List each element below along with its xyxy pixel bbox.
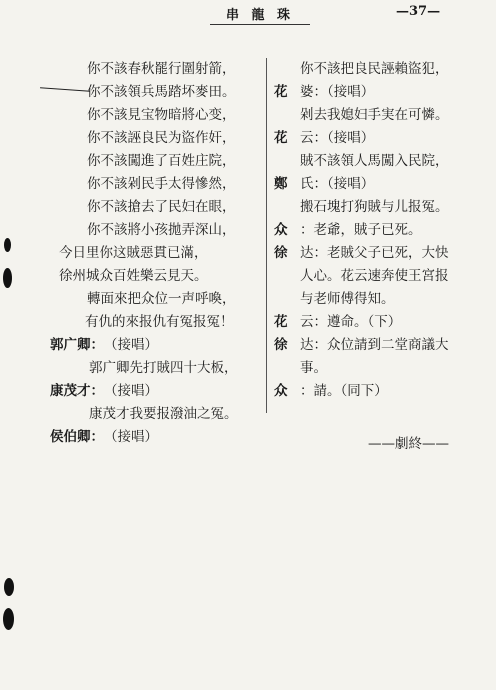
line-text: 徐州城众百姓樂云見天。 xyxy=(59,268,208,284)
line-text: 达：众位請到二堂商議大 xyxy=(300,337,449,353)
script-line xyxy=(274,150,484,173)
script-line xyxy=(55,403,267,426)
script-line xyxy=(55,81,267,104)
line-text: （接唱） xyxy=(104,383,158,399)
speaker-label: 郭广卿： xyxy=(50,337,104,353)
script-line xyxy=(55,127,267,150)
script-line xyxy=(274,242,484,265)
script-line xyxy=(274,311,484,334)
script-line xyxy=(274,357,484,380)
script-line xyxy=(50,426,267,449)
running-title: 串 龍 珠 xyxy=(225,8,295,23)
line-text: 云：（接唱） xyxy=(300,130,375,146)
line-text: 人心。花云速奔使王宮报 xyxy=(300,268,449,284)
speaker-label: 众 xyxy=(274,222,288,238)
speaker-label: 花 xyxy=(274,84,288,100)
script-line xyxy=(55,219,267,242)
script-line xyxy=(274,58,484,81)
line-text: 你不該誣良民为盜作奸， xyxy=(87,130,236,146)
script-line xyxy=(55,196,267,219)
line-text: 婆：（接唱） xyxy=(300,84,375,100)
line-text: ：請。（同下） xyxy=(300,383,388,399)
line-text: ：老爺，賊子已死。 xyxy=(300,222,422,238)
speaker-label: 鄭 xyxy=(274,176,288,192)
line-text: （接唱） xyxy=(104,337,158,353)
ink-blot xyxy=(3,268,12,288)
line-text: （接唱） xyxy=(104,429,158,445)
line-text: 你不該把良民誣賴盜犯， xyxy=(300,61,449,77)
speaker-label: 徐 xyxy=(274,245,288,261)
speaker-label: 康茂才： xyxy=(50,383,104,399)
script-line xyxy=(274,380,484,403)
line-text: 賊不該領人馬闖入民院， xyxy=(300,153,449,169)
speaker-label: 侯伯卿： xyxy=(50,429,104,445)
line-text: 轉面來把众位一声呼喚， xyxy=(87,291,236,307)
line-text: 你不該領兵馬踏坏麥田。 xyxy=(87,84,236,100)
line-text: 剁去我媳妇手実在可憐。 xyxy=(300,107,449,123)
line-text: 你不該闖進了百姓庄院， xyxy=(87,153,236,169)
line-text: 你不該見宝物暗將心变， xyxy=(87,107,236,123)
line-text: 今日里你这賊惡貫已滿， xyxy=(59,245,208,261)
script-line xyxy=(55,173,267,196)
line-text: 云：遵命。（下） xyxy=(300,314,402,330)
script-line xyxy=(50,334,267,357)
speaker-label: 众 xyxy=(274,383,288,399)
script-line xyxy=(55,58,267,81)
line-text: 你不該將小孩拋弄深山， xyxy=(87,222,236,238)
line-text: 与老师傅得知。 xyxy=(300,291,395,307)
line-text: 郭广卿先打賊四十大板， xyxy=(89,360,238,376)
speaker-label: 花 xyxy=(274,314,288,330)
speaker-label: 花 xyxy=(274,130,288,146)
script-line xyxy=(55,150,267,173)
header-underline xyxy=(210,24,310,25)
left-column xyxy=(50,58,267,449)
script-line xyxy=(55,104,267,127)
script-line xyxy=(55,288,267,311)
end-mark: ——劇終—— xyxy=(368,436,449,452)
page-number: —37— xyxy=(396,4,441,19)
ink-blot xyxy=(4,238,11,252)
line-text: 你不該搶去了民妇在眼， xyxy=(87,199,236,215)
script-line xyxy=(55,265,267,288)
line-text: 氏：（接唱） xyxy=(300,176,375,192)
line-text: 你不該剁民手太得慘然， xyxy=(87,176,236,192)
script-line xyxy=(50,380,267,403)
script-line xyxy=(274,265,484,288)
script-line xyxy=(274,127,484,150)
line-text: 事。 xyxy=(300,360,327,376)
script-line xyxy=(55,242,267,265)
script-line xyxy=(274,196,484,219)
script-line xyxy=(55,311,267,334)
script-line xyxy=(274,173,484,196)
right-column xyxy=(274,58,484,403)
line-text: 有仇的來报仇有冤报冤！ xyxy=(85,314,234,330)
script-line xyxy=(274,334,484,357)
script-line xyxy=(55,357,267,380)
line-text: 你不該春秋罷行圍射箭， xyxy=(87,61,236,77)
ink-blot xyxy=(3,608,14,630)
script-line xyxy=(274,81,484,104)
line-text: 搬石塊打狗賊与儿报冤。 xyxy=(300,199,449,215)
script-line xyxy=(274,104,484,127)
script-line xyxy=(274,219,484,242)
speaker-label: 徐 xyxy=(274,337,288,353)
line-text: 达：老賊父子已死，大快 xyxy=(300,245,449,261)
script-line xyxy=(274,288,484,311)
ink-blot xyxy=(4,578,14,596)
line-text: 康茂才我要报潑油之冤。 xyxy=(89,406,238,422)
